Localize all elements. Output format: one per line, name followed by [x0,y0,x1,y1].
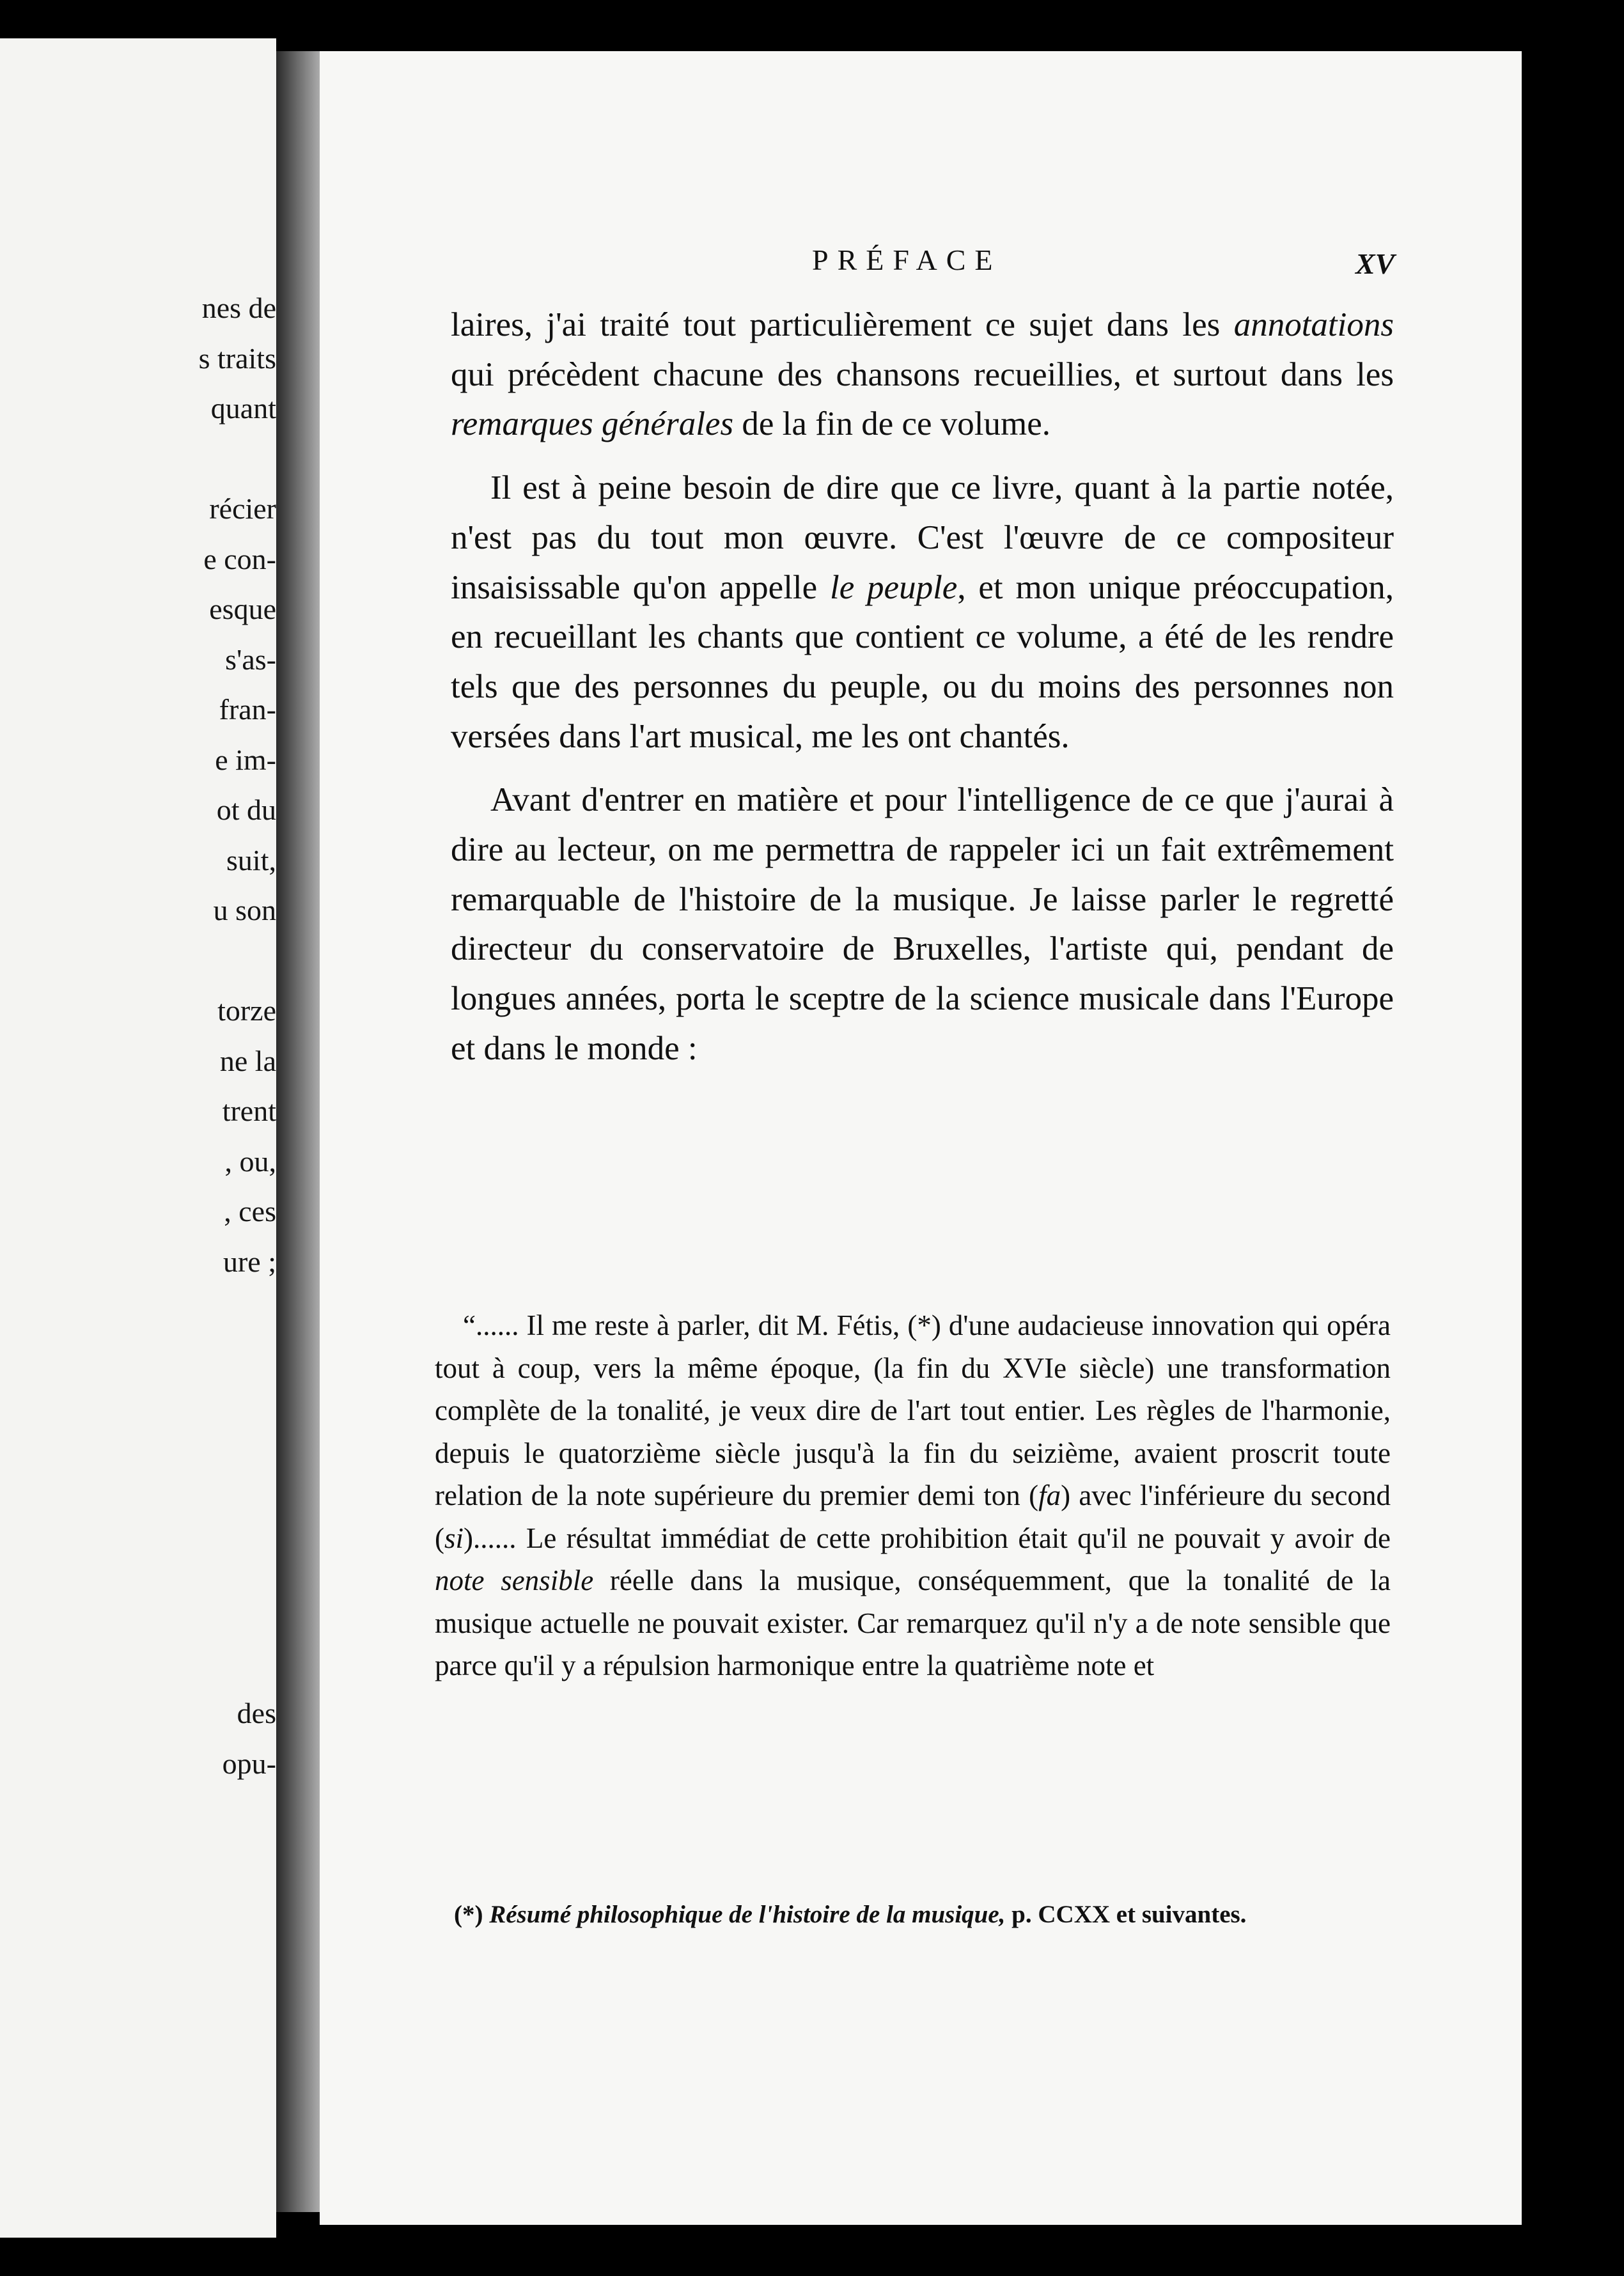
left-page-line: ure ; [223,1245,276,1278]
fetis-quotation [435,1304,1391,1687]
paragraph-2: Il est à peine besoin de dire que ce livre, quant à la partie notée, n'est pas du tout mon œuvre. C'est l'œuvre de ce compositeur insaisissable qu'on appelle le peuple, et mon unique préoccupation, en recueillant les chants que contient ce volume, a été de les rendre tels que des personnes du peuple, ou du moins des personnes non versées dans l'art musical, me les ont chantés. [451,469,1394,755]
page-number: XV [1355,247,1395,280]
left-page-line: s'as- [225,643,276,676]
left-page-line: trent [222,1095,276,1127]
left-page-line: ot du [216,793,276,826]
right-page [320,51,1522,2225]
paragraph-3: Avant d'entrer en matière et pour l'intelligence de ce que j'aurai à dire au lecteur, on me permettra de rappeler ici un fait extrêmement remarquable de l'histoire de la musique. Je laisse parler le regretté directeur du conservatoire de Bruxelles, l'artiste qui, pendant de longues années, porta le sceptre de la science musicale dans l'Europe et dans le monde : [451,781,1394,1067]
emphasis-remarques: remarques générales [451,405,734,443]
left-page-line: torze [217,994,276,1027]
left-page-line: esque [209,593,276,625]
left-page-line: u son [213,894,276,926]
left-page [0,38,276,2238]
left-page-line: s traits [198,341,276,375]
left-page-line: e im- [215,743,276,776]
left-page-line: opu- [222,1747,276,1780]
scan-border [1522,51,1624,2225]
left-page-line: récier [209,492,276,525]
left-page-line: quant [210,392,276,425]
footnote [454,1900,1400,1929]
emphasis-note-sensible: note sensible [435,1564,594,1596]
left-page-line: e con- [203,542,276,575]
running-title: PRÉFACE [812,244,1002,276]
footnote-reference: p. CCXX et suivantes. [1005,1901,1247,1928]
left-page-line: , ces [224,1195,276,1228]
paragraph-1: laires, j'ai traité tout particulièrement ce sujet dans les annotations qui précèdent chacune des chansons recueillies, et surtout dans les remarques générales de la fin de ce volume. [451,306,1394,443]
footnote-marker: (*) [454,1901,483,1928]
left-page-line: des [237,1697,276,1729]
left-page-line: ne la [219,1044,276,1077]
main-text [451,300,1394,1074]
emphasis-si: si [444,1522,464,1554]
left-page-line: suit, [226,843,276,877]
left-page-line: fran- [219,693,276,726]
quotation-paragraph: “...... Il me reste à parler, dit M. Fétis, (*) d'une audacieuse innovation qui opéra tout à coup, vers la même époque, (la fin du XVIe siècle) une transformation complète de la tonalité, je veux dire de l'art tout entier. Les règles de l'harmonie, depuis le quatorzième siècle jusqu'à la fin du seizième, avaient proscrit toute relation de la note supérieure du premier demi ton (fa) avec l'inférieure du second (si)...... Le résultat immédiat de cette prohibition était qu'il ne pouvait y avoir de note sensible réelle dans la musique, conséquemment, que la tonalité de la musique actuelle ne pouvait exister. Car remarquez qu'il n'y a de note sensible que parce qu'il y a répulsion harmonique entre la quatrième note et [435,1309,1391,1681]
emphasis-fa: fa [1038,1479,1061,1511]
running-head [320,243,1522,288]
emphasis-le-peuple: le peuple [829,568,958,606]
footnote-title: Résumé philosophique de l'histoire de la musique, [489,1901,1006,1928]
left-page-line: nes de [201,292,276,324]
emphasis-annotations: annotations [1233,306,1394,343]
left-page-line: , ou, [224,1144,276,1178]
